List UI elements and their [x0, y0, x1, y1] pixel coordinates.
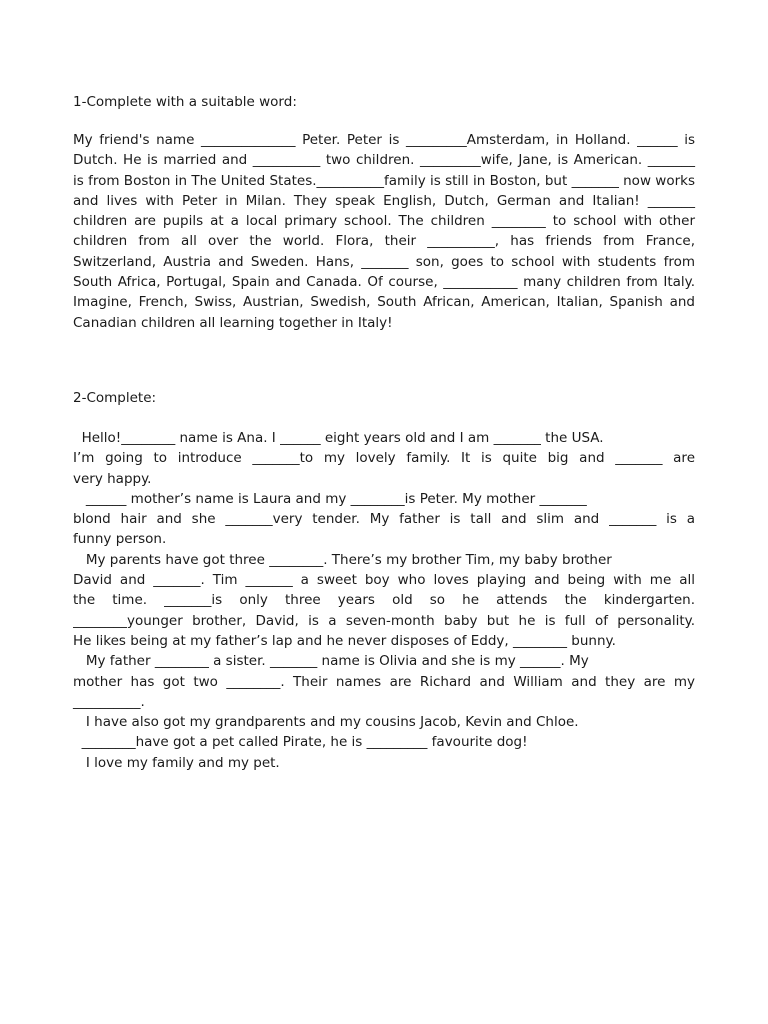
exercise-2-line: David and _______. Tim _______ a sweet boy who loves playing and being with me all	[73, 572, 695, 589]
exercise-2-line: blond hair and she _______very tender. My father is tall and slim and _______ is a	[73, 511, 695, 528]
exercise-2-line: He likes being at my father’s lap and he never disposes of Eddy, ________ bunny.	[73, 632, 616, 649]
exercise-2-line: funny person.	[73, 531, 167, 548]
exercise-2-line: ______ mother’s name is Laura and my ________is Peter. My mother _______	[73, 490, 587, 507]
exercise-2-line: very happy.	[73, 470, 152, 487]
exercise-2-line: __________.	[73, 693, 145, 710]
exercise-2-line: I have also got my grandparents and my cousins Jacob, Kevin and Chloe.	[73, 714, 579, 731]
exercise-2-line: I’m going to introduce _______to my lovely family. It is quite big and _______ are	[73, 450, 695, 467]
exercise-2-line: My parents have got three ________. There’s my brother Tim, my baby brother	[73, 551, 612, 568]
exercise-2-line: I love my family and my pet.	[73, 754, 280, 771]
exercise-1-heading: 1-Complete with a suitable word:	[73, 94, 297, 110]
exercise-2-line: mother has got two ________. Their names are Richard and William and they are my	[73, 673, 695, 690]
exercise-2-heading: 2-Complete:	[73, 390, 157, 406]
exercise-2-text	[73, 428, 695, 773]
exercise-2-line: the time. _______is only three years old so he attends the kindergarten.	[73, 592, 695, 609]
exercise-2-line: My father ________ a sister. _______ name is Olivia and she is my ______. My	[73, 653, 589, 670]
exercise-2-line: ________younger brother, David, is a seven-month baby but he is full of personality.	[73, 612, 695, 629]
exercise-1-paragraph: My friend's name ______________ Peter. Peter is _________Amsterdam, in Holland. ______ is Dutch. He is married and __________ two children. _________wife, Jane, is American. _______ is from Boston in The United States.__________family is still in Boston, but _______ now works and lives with Peter in Milan. They speak English, Dutch, German and Italian! _______ children are pupils at a local primary school. The children ________ to school with other children from all over the world. Flora, their __________, has friends from France, Switzerland, Austria and Sweden. Hans, _______ son, goes to school with students from South Africa, Portugal, Spain and Canada. Of course, ___________ many children from Italy. Imagine, French, Swiss, Austrian, Swedish, South African, American, Italian, Spanish and Canadian children all learning together in Italy!	[73, 132, 695, 331]
exercise-2-line: ________have got a pet called Pirate, he is _________ favourite dog!	[73, 734, 528, 751]
exercise-2-line: Hello!________ name is Ana. I ______ eight years old and I am _______ the USA.	[73, 430, 604, 446]
